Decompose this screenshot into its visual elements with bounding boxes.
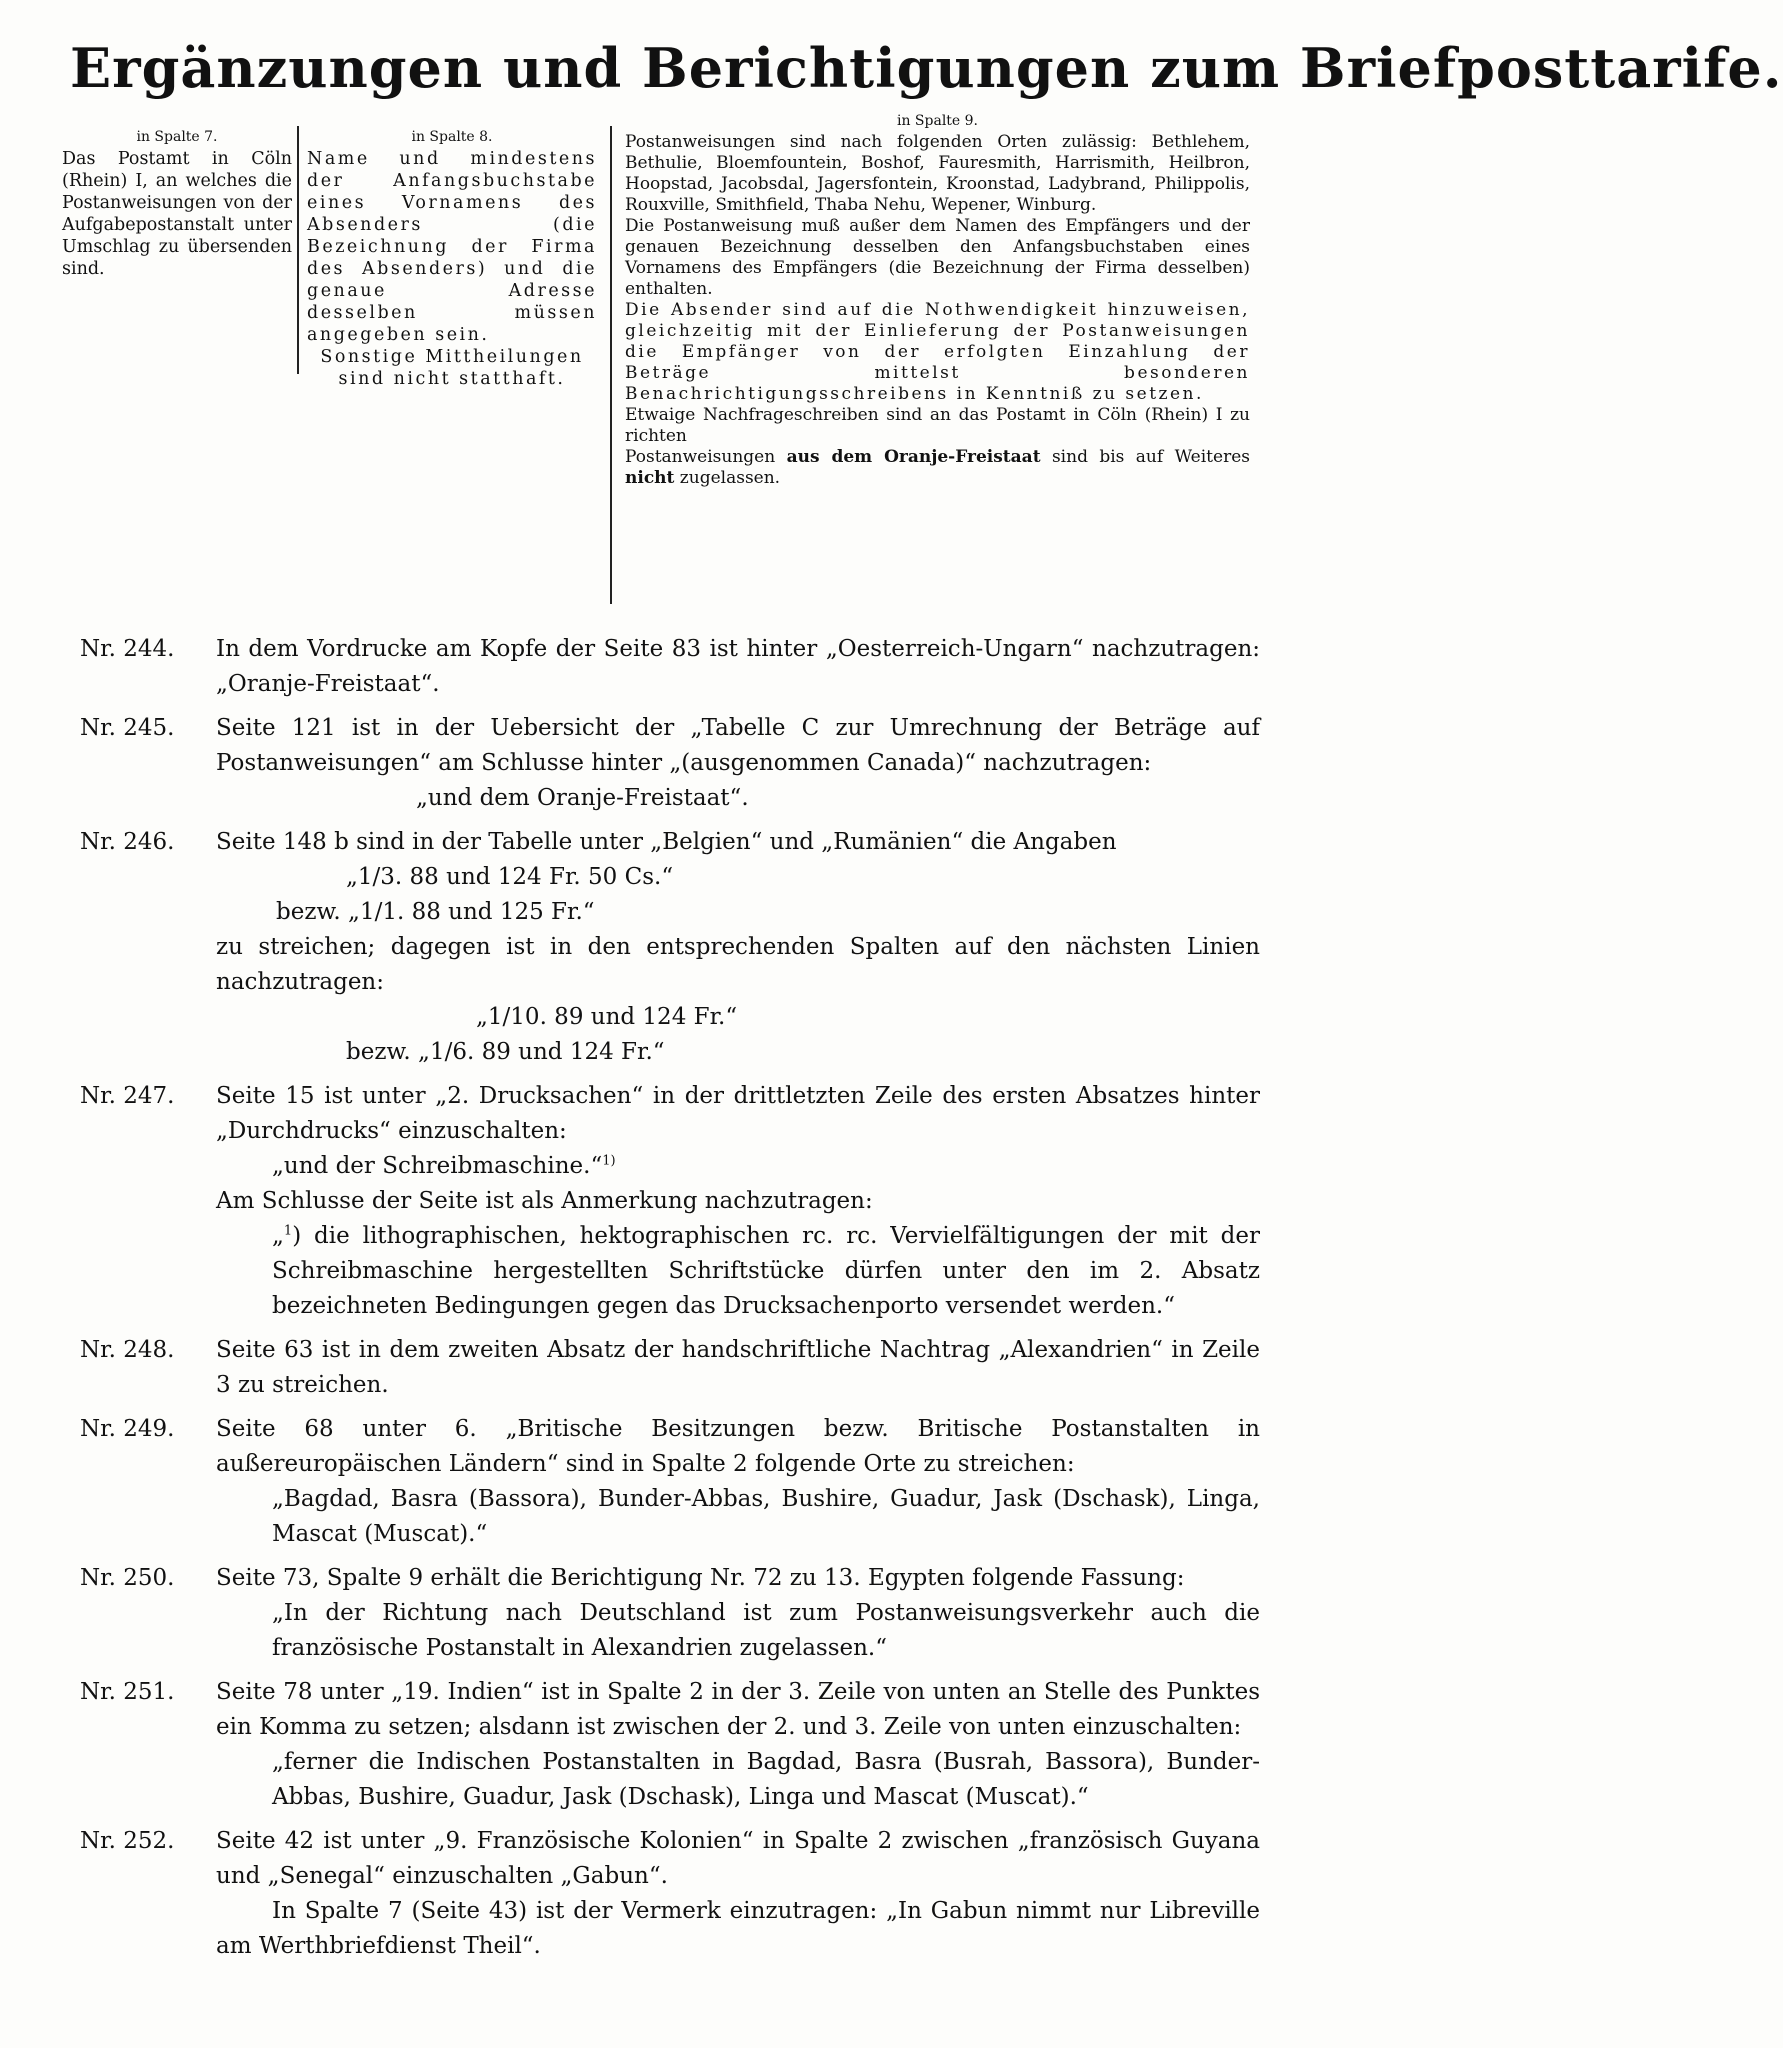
entry-text: Seite 68 unter 6. „Britische Besitzungen bezw. Britische Postanstalten in außereuropäischen Ländern“ sind in Spalte 2 folgende Orte zu streichen:: [216, 1416, 1260, 1477]
entry-number: Nr. 251.: [80, 1679, 175, 1705]
entry-footnote: [216, 1219, 1260, 1324]
entry-text: Seite 42 ist unter „9. Französische Kolonien“ in Spalte 2 zwischen „französisch Guyana und „Senegal“ einzuschalten „Gabun“.: [216, 1828, 1260, 1889]
text-span: „: [272, 1223, 284, 1249]
column-divider: [297, 126, 299, 374]
entry-text: Seite 121 ist in der Uebersicht der „Tabelle C zur Umrechnung der Beträge auf Postanweisungen“ am Schlusse hinter „(ausgenommen Canada)“ nachzutragen:: [216, 715, 1260, 776]
text-span: zugelassen.: [679, 468, 781, 488]
entry-quote: „1/10. 89 und 124 Fr.“: [476, 1004, 738, 1030]
text-span: sind bis auf: [1051, 447, 1164, 467]
entries-list: [80, 632, 1260, 1973]
entry-number: Nr. 252.: [80, 1828, 175, 1854]
entry-number: Nr. 248.: [80, 1337, 175, 1363]
entry-250: [80, 1561, 1260, 1666]
entry-number: Nr. 249.: [80, 1416, 175, 1442]
entry-text: zu streichen; dagegen ist in den entsprechenden Spalten auf den nächsten Linien nachzutragen:: [216, 934, 1260, 995]
column-paragraph: [625, 447, 1250, 489]
entry-text: Seite 78 unter „19. Indien“ ist in Spalte 2 in der 3. Zeile von unten an Stelle des Punktes ein Komma zu setzen; alsdann ist zwischen der 2. und 3. Zeile von unten einzuschalten:: [216, 1679, 1260, 1740]
entry-quote: [216, 1149, 1260, 1184]
entry-text: In dem Vordrucke am Kopfe der Seite 83 ist hinter „Oesterreich-Ungarn“ nachzutragen: „Oranje-Freistaat“.: [216, 636, 1260, 697]
entry-text: In Spalte 7 (Seite 43) ist der Vermerk einzutragen: „In Gabun nimmt nur Libreville am Werthbriefdienst Theil“.: [216, 1898, 1260, 1959]
column-heading: in Spalte 7.: [136, 129, 218, 145]
footnote-mark: 1): [602, 1153, 616, 1169]
column-paragraph: Die Absender sind auf die Nothwendigkeit hinzuweisen, gleichzeitig mit der Einlieferung der Postanweisungen die Empfänger von der erfolgten Einzahlung der Beträge mittelst besonderen Benachrichtigungsschreibens in Kenntniß zu setzen.: [625, 300, 1250, 404]
entry-quote: „Bagdad, Basra (Bassora), Bunder-Abbas, Bushire, Guadur, Jask (Dschask), Linga, Mascat (Muscat).“: [272, 1486, 1260, 1547]
entry-245: [80, 711, 1260, 816]
entry-252: [80, 1824, 1260, 1964]
column-text: Name und mindestens der Anfangsbuchstabe eines Vornamens des Absenders (die Bezeichnung der Firma des Absenders) und die genaue Adresse desselben müssen angegeben sein.: [307, 149, 597, 345]
entry-quote: „ferner die Indischen Postanstalten in Bagdad, Basra (Busrah, Bassora), Bunder-Abbas, Bushire, Guadur, Jask (Dschask), Linga und Mascat (Muscat).“: [272, 1749, 1260, 1810]
column-spalte-9: [625, 112, 1250, 489]
entry-text: Seite 15 ist unter „2. Drucksachen“ in der drittletzten Zeile des ersten Absatzes hinter „Durchdrucks“ einzuschalten:: [216, 1083, 1260, 1144]
column-text: Das Postamt in Cöln (Rhein) I, an welches die Postanweisungen von der Aufgabepostanstalt unter Umschlag zu übersenden sind.: [62, 149, 292, 279]
entry-quote: „und dem Oranje-Freistaat“.: [416, 785, 749, 811]
column-heading: in Spalte 9.: [896, 113, 979, 129]
entry-quote: „1/3. 88 und 124 Fr. 50 Cs.“: [346, 864, 674, 890]
entry-number: Nr. 246.: [80, 829, 175, 855]
entry-247: [80, 1079, 1260, 1324]
text-span: „und der Schreibmaschine.“: [272, 1153, 603, 1179]
entry-quote: „In der Richtung nach Deutschland ist zum Postanweisungsverkehr auch die französische Postanstalt in Alexandrien zugelassen.“: [272, 1600, 1260, 1661]
entry-text: Seite 63 ist in dem zweiten Absatz der handschriftliche Nachtrag „Alexandrien“ in Zeile 3 zu streichen.: [216, 1337, 1260, 1398]
column-spalte-8: [307, 128, 597, 390]
entry-244: [80, 632, 1260, 702]
page-title: Ergänzungen und Berichtigungen zum Briefposttarife.: [70, 36, 1783, 100]
column-heading: in Spalte 8.: [411, 129, 493, 145]
entry-248: [80, 1333, 1260, 1403]
emphasis-text: aus dem Oranje-Freistaat: [786, 447, 1041, 467]
entry-number: Nr. 244.: [80, 636, 175, 662]
column-divider: [610, 126, 612, 604]
column-note: Sonstige Mittheilungen sind nicht statthaft.: [320, 347, 584, 389]
column-paragraph: Etwaige Nachfrageschreiben sind an das Postamt in Cöln (Rhein) I zu richten: [625, 405, 1250, 446]
entry-249: [80, 1412, 1260, 1552]
entry-246: [80, 825, 1260, 1070]
entry-quote: bezw. „1/6. 89 und 124 Fr.“: [346, 1039, 665, 1065]
entry-text: Seite 148 b sind in der Tabelle unter „Belgien“ und „Rumänien“ die Angaben: [216, 829, 1117, 855]
footnote-mark: 1: [283, 1223, 293, 1239]
entry-251: [80, 1675, 1260, 1815]
emphasis-text: nicht: [625, 468, 675, 488]
entry-number: Nr. 245.: [80, 715, 175, 741]
entry-quote: bezw. „1/1. 88 und 125 Fr.“: [276, 899, 595, 925]
text-span: Postanweisungen: [625, 447, 776, 467]
entry-text: Am Schlusse der Seite ist als Anmerkung nachzutragen:: [216, 1188, 873, 1214]
column-paragraph: Postanweisungen sind nach folgenden Orten zulässig: Bethlehem, Bethulie, Bloemfountein, Boshof, Fauresmith, Harrismith, Heilbron, Hoopstad, Jacobsdal, Jagersfontein, Kroonstad, Ladybrand, Philippolis, Rouxville, Smithfield, Thaba Nehu, Wepener, Winburg.: [625, 132, 1250, 215]
column-paragraph: Die Postanweisung muß außer dem Namen des Empfängers und der genauen Bezeichnung desselben den Anfangsbuchstaben eines Vornamens des Empfängers (die Bezeichnung der Firma desselben) enthalten.: [625, 216, 1250, 299]
entry-number: Nr. 250.: [80, 1565, 175, 1591]
entry-text: Seite 73, Spalte 9 erhält die Berichtigung Nr. 72 zu 13. Egypten folgende Fassung:: [216, 1565, 1185, 1591]
entry-number: Nr. 247.: [80, 1083, 175, 1109]
text-span: Weiteres: [1174, 447, 1250, 467]
text-span: ) die lithographischen, hektographischen rc. rc. Vervielfältigungen der mit der Schreibmaschine hergestellten Schriftstücke dürfen unter den im 2. Absatz bezeichneten Bedingungen gegen das Drucksachenporto versendet werden.“: [272, 1223, 1260, 1319]
column-spalte-7: [62, 128, 292, 280]
